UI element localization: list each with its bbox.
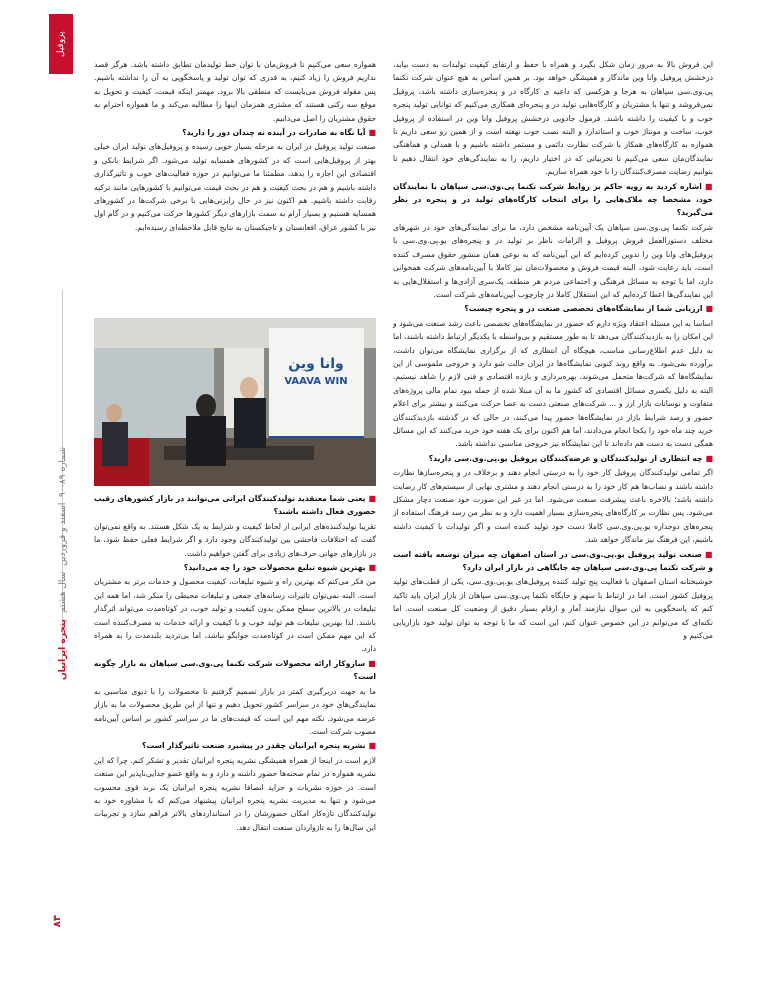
- body-paragraph: تقریبا تولیدکننده‌های ایرانی از لحاظ کیفیت و شرایط به یک شکل هستند. به واقع نمی‌توان گفت که اختلافات فاحشی بین تولیدکنندگان وجود دارد و اگر شرایط فعلی حفظ شود، ما در بازارهای جهانی حرف‌های زیادی برای گفتن خواهیم داشت.: [94, 521, 376, 558]
- bullet-square-icon: ■: [368, 563, 376, 573]
- question-text: بهترین شیوه تبلیغ محصولات خود را چه می‌دانید؟: [183, 563, 366, 573]
- magazine-name: پنجره ایرانیان: [58, 619, 68, 680]
- booth-logo-en: VAAVA WIN: [284, 376, 348, 387]
- question-heading: [94, 492, 376, 519]
- page-number: ۸۳: [52, 915, 63, 928]
- question-text: چه انتظاری از تولیدکنندگان و عرضه‌کنندگان پروفیل یو.پی.وی.سی دارید؟: [428, 453, 703, 463]
- left-column-top: [94, 58, 376, 235]
- bullet-square-icon: ■: [368, 494, 376, 503]
- body-paragraph: این فروش بالا به مرور زمان شکل بگیرد و همراه با حفظ و ارتقای کیفیت تولیدات به دست بیاید، درخشش پروفیل وانا وین ماندگار و همیشگی خواهد بود. بر همین اساس به هیچ عنوان شرکت تکنما پی.وی.سی سپاهان به هرجا و هرکسی که داعیه ی کارگاه در و پنجره‌سازی داشته باشد، پروفیل نمی‌فروشد و تنها با مشتریان و کارگاه‌هایی تولید در و پنجره‌ای همکاری می‌کنیم که توانایی تولید پنجره خوب و با کیفیت را داشته باشند. فرمول جادویی درخشش پروفیل وانا وین در استفاده از پروفیل خوب، ساخت و مونتاژ خوب و استاندارد و البته نصب خوب نهفته است و از همین رو سعی داریم تا همواره به کارگاه‌های همکار با شرکت نظارت دائمی و مستمر داشته باشیم و با همدلی و هماهنگی نمایندگان‌مان سعی می‌کنیم تا تجربیاتی که در اختیار داریم، را به نمایندگی‌های خود انتقال دهیم تا بتوانیم رضایت مصرف‌کنندگان را با خود همراه سازیم.: [393, 60, 713, 177]
- question-heading: [393, 548, 713, 575]
- booth-logo-fa: وانا وین: [288, 356, 344, 372]
- magazine-year: سال هشتم: [58, 571, 68, 614]
- question-heading: [393, 452, 713, 465]
- question-heading: [94, 739, 376, 752]
- bullet-square-icon: ■: [704, 181, 714, 191]
- body-paragraph: من فکر می‌کنم که بهترین راه و شیوه تبلیغات، کیفیت محصول و خدمات برتر به مشتریان است. البته نمی‌توان تاثیرات رسانه‌های جمعی و تبلیغات محیطی را منکر شد، اما همه این تبلیغات در بالاترین سطح ممکن بدون کیفیت و تولید خوب، در کوتاه‌مدت می‌تواند اثرگذار باشند. لذا بهترین تبلیغات هم تولید خوب و با کیفیت و ارائه خدمات به مصرف‌کننده است که این مهم ممکن است در کوتاه‌مدت جوابگو نباشد، اما بی‌تردید بلندمدت را به همراه دارد.: [94, 577, 376, 654]
- magazine-months: اسفند و فروردین: [58, 502, 68, 566]
- question-text: نشریه پنجره ایرانیان چقدر در پیشبرد صنعت تاثیرگذار است؟: [142, 741, 366, 751]
- question-text: صنعت تولید پروفیل یو.پی.وی.سی در استان اصفهان چه میزان توسعه یافته است و شرکت تکنما پی.وی.سی سپاهان چه جایگاهی در بازار ایران دارد؟: [393, 549, 713, 573]
- booth-photo: [94, 318, 376, 486]
- body-paragraph: اگر تمامی تولیدکنندگان پروفیل کار خود را به درستی انجام دهند و برخلاف در و پنجره‌سازها نظارت داشته باشند و نصاب‌ها هم کار خود را به درستی انجام دهند و مشتری نهایی از سیستم‌های کار رضایت داشته باشد؛ بالاخره باعث پیشرفت صنعت می‌شود. اما در غیر این صورت خود صنعت دچار مشکل می‌شود. پس نظارت بر کارگاه‌های پنجره‌سازی بسیار اهمیت دارد و به نظر من رسد فرهنگ استفاده از پنجره‌های دوجداره یو.پی.وی.سی کاملا دست خود تولید کننده است و اگر تولیدات با کیفیت داشته باشیم، این فرهنگ نیز ماندگار خواهد شد.: [393, 468, 713, 545]
- magazine-issue: شماره ۸۹-۹۰: [58, 446, 68, 497]
- bullet-square-icon: ■: [368, 128, 376, 138]
- question-heading: [393, 302, 713, 315]
- question-text: ارزیابی شما از نمایشگاه‌های تخصصی صنعت در و پنجره چیست؟: [464, 304, 703, 314]
- bullet-square-icon: ■: [368, 658, 376, 668]
- question-heading: [94, 561, 376, 574]
- bullet-square-icon: ■: [704, 549, 713, 559]
- body-paragraph: اساسا به این مسئله اعتقاد ویژه دارم که حضور در نمایشگاه‌های تخصصی باعث رشد صنعت می‌شود و این امکان را به بازدیدکنندگان می‌دهد تا به طور مستقیم و بی‌واسطه با یکدیگر ارتباط داشته باشند، اما به دلیل عدم اطلاع‌رسانی مناسب، هیچگاه آن انتظاری که از برگزاری نمایشگاه می‌توان داشت، برآورده نمی‌شود. به واقع روند کنونی نمایشگاه‌ها در ایران حالت شو دارد و خروجی ملموسی از این نمایشگاه‌ها که شرکت‌ها متحمل می‌شوند، بهره‌برداری و بازده اقتصادی و فنی لازم را شاهد نیستیم. البته به دلیل یکسری مسائل اقتصادی که کشور ما به آن مبتلا شده از جمله نبود تمام مالی پروژه‌های متفاوت و نوسانات بازار ارز و ... شرکت‌های صنعتی دست به عصا حرکت می‌کنند و بیشتر برای اعلام حضور و رصد شرایط بازار در نمایشگاه‌ها حضور پیدا می‌کنند، در حالی که در گذشته بازدیدکنندگان خرید چند ماه خود را یکجا انجام می‌دادند، اما هم اکنون برای یک هفته خود خرید می‌کنند که این مسائل همگی دست به دست هم داده‌اند تا این نمایشگاه نیز خروجی مناسبی نداشته باشد.: [393, 318, 713, 449]
- section-tab-label: پروفیل: [56, 31, 66, 57]
- question-text: اشاره کردید به رویه حاکم بر روابط شرکت تکنما پی.وی.سی سپاهان با نمایندگان خود، مشخصا چه ملاک‌هایی را برای انتخاب کارگاه‌های تولید در و پنجره در نظر می‌گیرید؟: [393, 181, 713, 218]
- question-heading: [94, 126, 376, 139]
- body-paragraph: همواره سعی می‌کنیم تا فروش‌مان با توان خط تولیدمان تطابق داشته باشد. هرگز قصد نداریم فروش را زیاد کنیم، به قدری که توان تولید و پاسخگویی به آن را نداشته باشیم. پس مقوله فروش می‌بایست که منطقی بالا برود. مهمتر اینکه قیمت، کیفیت و تحویل به موقع سه رکنی هستند که مشتری همزمان اینها را مطالبه می‌کند و ما همواره احترام به حقوق مشتریان را اصل می‌دانیم.: [94, 60, 376, 123]
- bullet-square-icon: ■: [705, 304, 713, 314]
- question-text: یعنی شما معتقدید تولیدکنندگان ایرانی می‌توانند در بازار کشورهای رقیب حضوری فعال داشته باشند؟: [94, 494, 376, 517]
- body-paragraph: لازم است در اینجا از همراه همیشگی نشریه پنجره ایرانیان تقدیر و تشکر کنم. چرا که این نشریه همواره در تمام صحنه‌ها حضور داشته و دارد و به واقع عضو جدایی‌ناپذیر این صنعت است. در حوزه نشریات و جراید انصافا نشریه پنجره ایرانیان یک برند قوی محسوب می‌شود و تنها به مدیریت نشریه پنجره ایرانیان پیشنهاد می‌کنم که با مشاوره خود به تولیدکنندگان تازه‌کار امکان حضورشان را در استانداردهای بالاتر فراهم سازد و تجربیات این سال‌ها را به تازواردان صنعت انتقال دهد.: [94, 755, 376, 832]
- right-column: [393, 58, 713, 643]
- body-paragraph: ما به جهت دربرگیری کمتر در بازار تصمیم گرفتیم تا محصولات را با دیوی مناسبی به نمایندگی‌های خود در سراسر کشور تحویل دهیم و تنها از این طریق محصولات ما به بازار عرضه می‌شود. نکته مهم این است که قیمت‌های ما در سراسر کشور بر اساس آیین‌نامه مصوب شرکت است.: [94, 686, 376, 736]
- booth-photo-illustration: [94, 318, 376, 486]
- question-text: آیا نگاه به صادرات در آینده نه چندان دور را دارید؟: [182, 128, 366, 138]
- left-column-bottom: [94, 492, 376, 835]
- body-paragraph: شرکت تکنما پی.وی.سی سپاهان یک آیین‌نامه مشخص دارد، ما برای نمایندگی‌های خود در شهرهای مختلف دستورالعمل فروش پروفیل و الزامات ناظر بر تولید در و پنجره‌های یو.پی.وی.سی با پروفیل‌های وانا وین را تدوین کرده‌ایم که این آیین‌نامه که به نوعی همان منشور حقوق مصرف کننده است، باید رعایت شود، البته قیمت فروش و محصولات‌مان نیز کاملا با آیین‌نامه‌های شرکت همخوانی دارد، اما با توجه به مسائل فرهنگی و اجتماعی مردم هر منطقه، یک‌سری آزادی‌ها و استقلال‌هایی به این نمایندگی‌ها اعطا کرده‌ایم که این استقلال کاملا در چارچوب آیین‌نامه‌های شرکت است.: [393, 222, 713, 299]
- body-paragraph: خوشبختانه استان اصفهان با فعالیت پنج تولید کننده پروفیل‌های یو.پی.وی.سی، یکی از قطب‌های تولید پروفیل کشور است. اما در ارتباط با سهم و جایگاه تکنما پی.وی.سی سپاهان از بازار ایران باید تاکید کنم که پاسخگویی به این سوال نیازمند آمار و ارقام بسیار دقیق از وضعیت کل صنعت است. اما نکته‌ای که می‌توانم در این خصوص عنوان کنم، این است که ما با توجه به توان تولید خود بازاریابی می‌کنیم و: [393, 577, 713, 641]
- bullet-square-icon: ■: [705, 453, 713, 463]
- question-heading: [393, 180, 713, 220]
- question-heading: [94, 657, 376, 684]
- body-paragraph: صنعت تولید پروفیل در ایران به مرحله بسیار خوبی رسیده و پروفیل‌های تولید ایران خیلی بهتر از پروفیل‌هایی است که در کشورهای همسایه تولید می‌شود. اگر شرایط بانکی و اقتصادی این اجازه را بدهد، مطمئنا ما می‌توانیم در حوزه فعالیت‌های خوب و تاثیرگذاری داشته باشیم و هم در بحث کیفیت و هم در بحث قیمت می‌توانیم با کشورهایی مانند ترکیه رقابت داشته باشیم. هم اکنون نیز در حال رایزنی‌هایی با برخی شرکت‌ها در کشورهای همسایه هستیم و بسیار آرام به سمت بازارهای دیگر کشورها حرکت می‌کنیم و در گام اول نیز با کشور عراق، افغانستان و تاجیکستان به نتایج قابل ملاحظه‌ای رسیده‌ایم.: [94, 142, 376, 232]
- side-info: [52, 420, 74, 680]
- question-text: سازوکار ارائه محصولات شرکت تکنما پی.وی.سی سپاهان به بازار چگونه است؟: [94, 658, 376, 682]
- bullet-square-icon: ■: [368, 741, 376, 751]
